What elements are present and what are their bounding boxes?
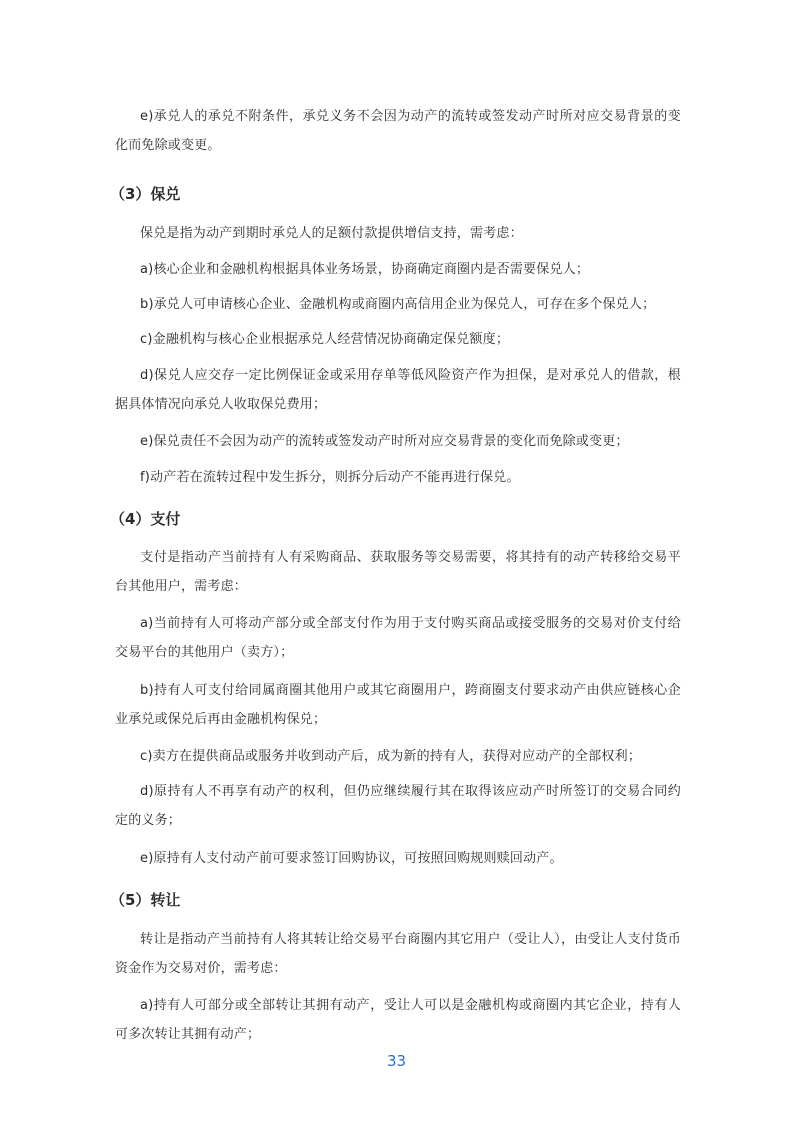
paragraph-guarantee-f — [115, 463, 681, 492]
paragraph-guarantee-e — [115, 427, 681, 456]
paragraph-text: e)原持有人支付动产前可要求签订回购协议，可按照回购规则赎回动产。 — [140, 851, 563, 866]
paragraph-text: c)卖方在提供商品或服务并收到动产后，成为新的持有人，获得对应动产的全部权利； — [140, 749, 642, 764]
paragraph-transfer-a — [115, 991, 681, 1049]
paragraph-text: a)核心企业和金融机构根据具体业务场景，协商确定商圈内是否需要保兑人； — [140, 262, 590, 277]
paragraph-guarantee-b — [115, 290, 681, 319]
paragraph-text: d)原持有人不再享有动产的权利，但仍应继续履行其在取得该应动产时所签订的交易合同约定的义务； — [115, 784, 681, 828]
paragraph-payment-e — [115, 844, 681, 873]
paragraph-text: c)金融机构与核心企业根据承兑人经营情况协商确定保兑额度； — [140, 332, 510, 347]
section-heading-guarantee: （3）保兑 — [110, 185, 181, 203]
paragraph-text: 保兑是指为动产到期时承兑人的足额付款提供增信支持，需考虑： — [140, 226, 523, 241]
paragraph-acceptor-e — [115, 102, 681, 160]
paragraph-text: e)保兑责任不会因为动产的流转或签发动产时所对应交易背景的变化而免除或变更； — [140, 434, 629, 449]
paragraph-text: b)持有人可支付给同属商圈其他用户或其它商圈用户，跨商圈支付要求动产由供应链核心企业承兑或保兑后再由金融机构保兑； — [115, 683, 681, 727]
paragraph-text: 转让是指动产当前持有人将其转让给交易平台商圈内其它用户（受让人），由受让人支付货币资金作为交易对价，需考虑： — [115, 932, 681, 976]
paragraph-text: a)持有人可部分或全部转让其拥有动产，受让人可以是金融机构或商圈内其它企业，持有人可多次转让其拥有动产； — [115, 998, 681, 1042]
paragraph-payment-b — [115, 676, 681, 734]
paragraph-text: 支付是指动产当前持有人有采购商品、获取服务等交易需要，将其持有的动产转移给交易平台其他用户，需考虑： — [115, 550, 681, 594]
section-heading-payment: （4）支付 — [110, 510, 181, 528]
paragraph-payment-c — [115, 742, 681, 771]
page-number: 33 — [386, 1052, 407, 1070]
paragraph-payment-intro — [115, 543, 681, 601]
paragraph-guarantee-d — [115, 361, 681, 419]
paragraph-guarantee-intro — [115, 219, 681, 248]
paragraph-text: a)当前持有人可将动产部分或全部支付作为用于支付购买商品或接受服务的交易对价支付给交易平台的其他用户（卖方）； — [115, 616, 681, 660]
paragraph-text: f)动产若在流转过程中发生拆分，则拆分后动产不能再进行保兑。 — [140, 470, 520, 485]
paragraph-guarantee-c — [115, 325, 681, 354]
paragraph-text: e)承兑人的承兑不附条件，承兑义务不会因为动产的流转或签发动产时所对应交易背景的变化而免除或变更。 — [115, 109, 681, 153]
paragraph-payment-a — [115, 609, 681, 667]
paragraph-transfer-intro — [115, 925, 681, 983]
paragraph-text: d)保兑人应交存一定比例保证金或采用存单等低风险资产作为担保，是对承兑人的借款，根据具体情况向承兑人收取保兑费用； — [115, 368, 681, 412]
paragraph-guarantee-a — [115, 255, 681, 284]
paragraph-text: b)承兑人可申请核心企业、金融机构或商圈内高信用企业为保兑人，可存在多个保兑人； — [140, 297, 656, 312]
section-heading-transfer: （5）转让 — [110, 891, 181, 909]
paragraph-payment-d — [115, 777, 681, 835]
